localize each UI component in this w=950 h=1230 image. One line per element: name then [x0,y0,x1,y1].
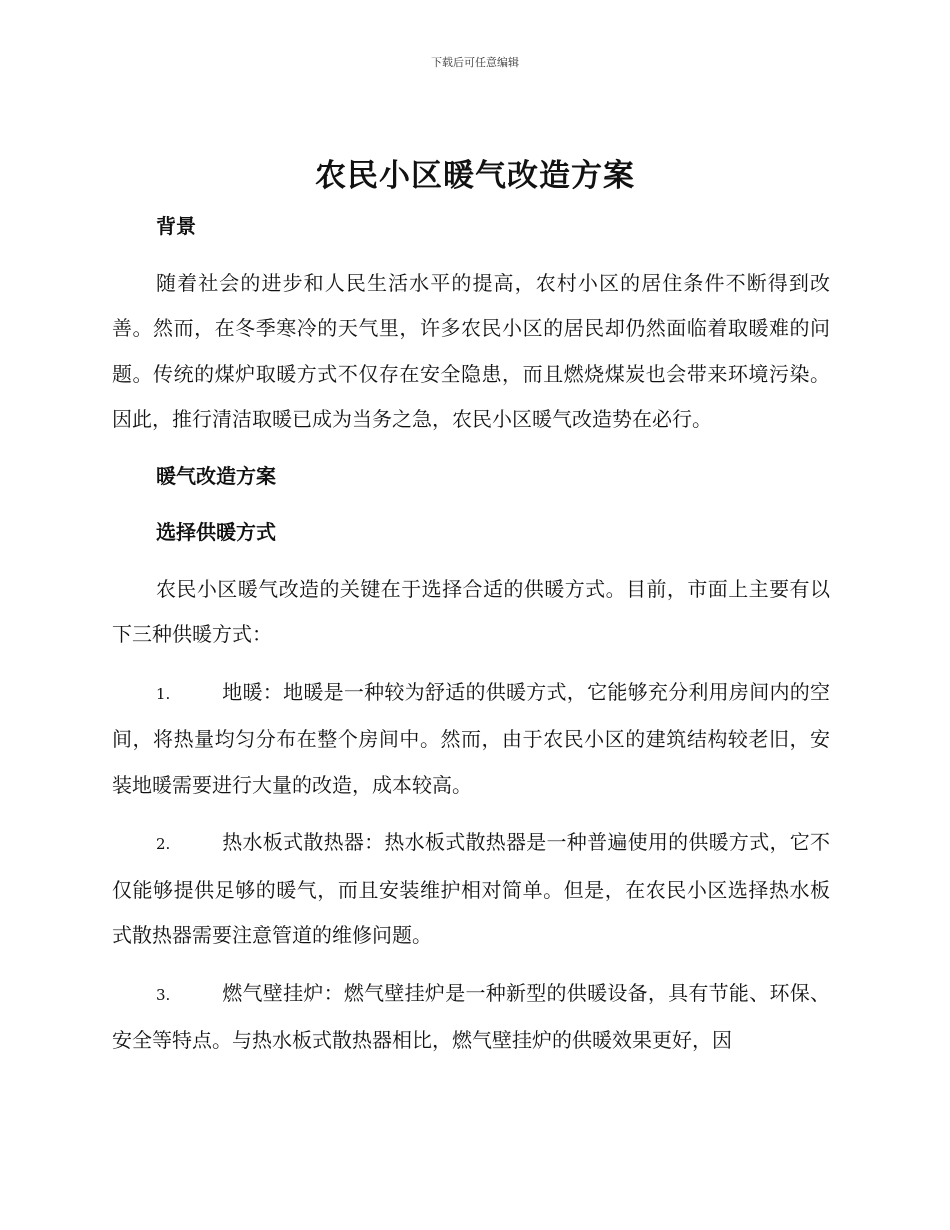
list-number: 2. [156,835,171,853]
heading-background: 背景 [156,214,196,238]
document-body [112,204,830,1064]
paragraph-choose: 农民小区暖气改造的关键在于选择合适的供暖方式。目前，市面上主要有以下三种供暖方式： [112,576,830,646]
page-header: 下载后可任意编辑 [431,56,519,69]
heading-plan: 暖气改造方案 [156,463,276,488]
list-text: 燃气壁挂炉：燃气壁挂炉是一种新型的供暖设备，具有节能、环保、安全等特点。与热水板式散热器相比，燃气壁挂炉的供暖效果更好，因 [112,980,830,1052]
list-number: 3. [156,985,171,1004]
paragraph-background: 随着社会的进步和人民生活水平的提高，农村小区的居住条件不断得到改善。然而，在冬季寒冷的天气里，许多农民小区的居民却仍然面临着取暖难的问题。传统的煤炉取暖方式不仅存在安全隐患，而且燃烧煤炭也会带来环境污染。因此，推行清洁取暖已成为当务之急，农民小区暖气改造势在必行。 [112,270,830,431]
list-item [112,971,830,1064]
list-text: 地暖：地暖是一种较为舒适的供暖方式，它能够充分利用房间内的空间，将热量均匀分布在整个房间中。然而，由于农民小区的建筑结构较老旧，安装地暖需要进行大量的改造，成本较高。 [112,679,830,797]
heading-choose: 选择供暖方式 [156,520,276,544]
list-item [112,670,830,809]
document-title: 农民小区暖气改造方案 [315,158,635,194]
list-text: 热水板式散热器：热水板式散热器是一种普遍使用的供暖方式，它不仅能够提供足够的暖气，而且安装维护相对简单。但是，在农民小区选择热水板式散热器需要注意管道的维修问题。 [112,830,830,947]
list-item [112,820,830,959]
list-number: 1. [156,684,171,703]
